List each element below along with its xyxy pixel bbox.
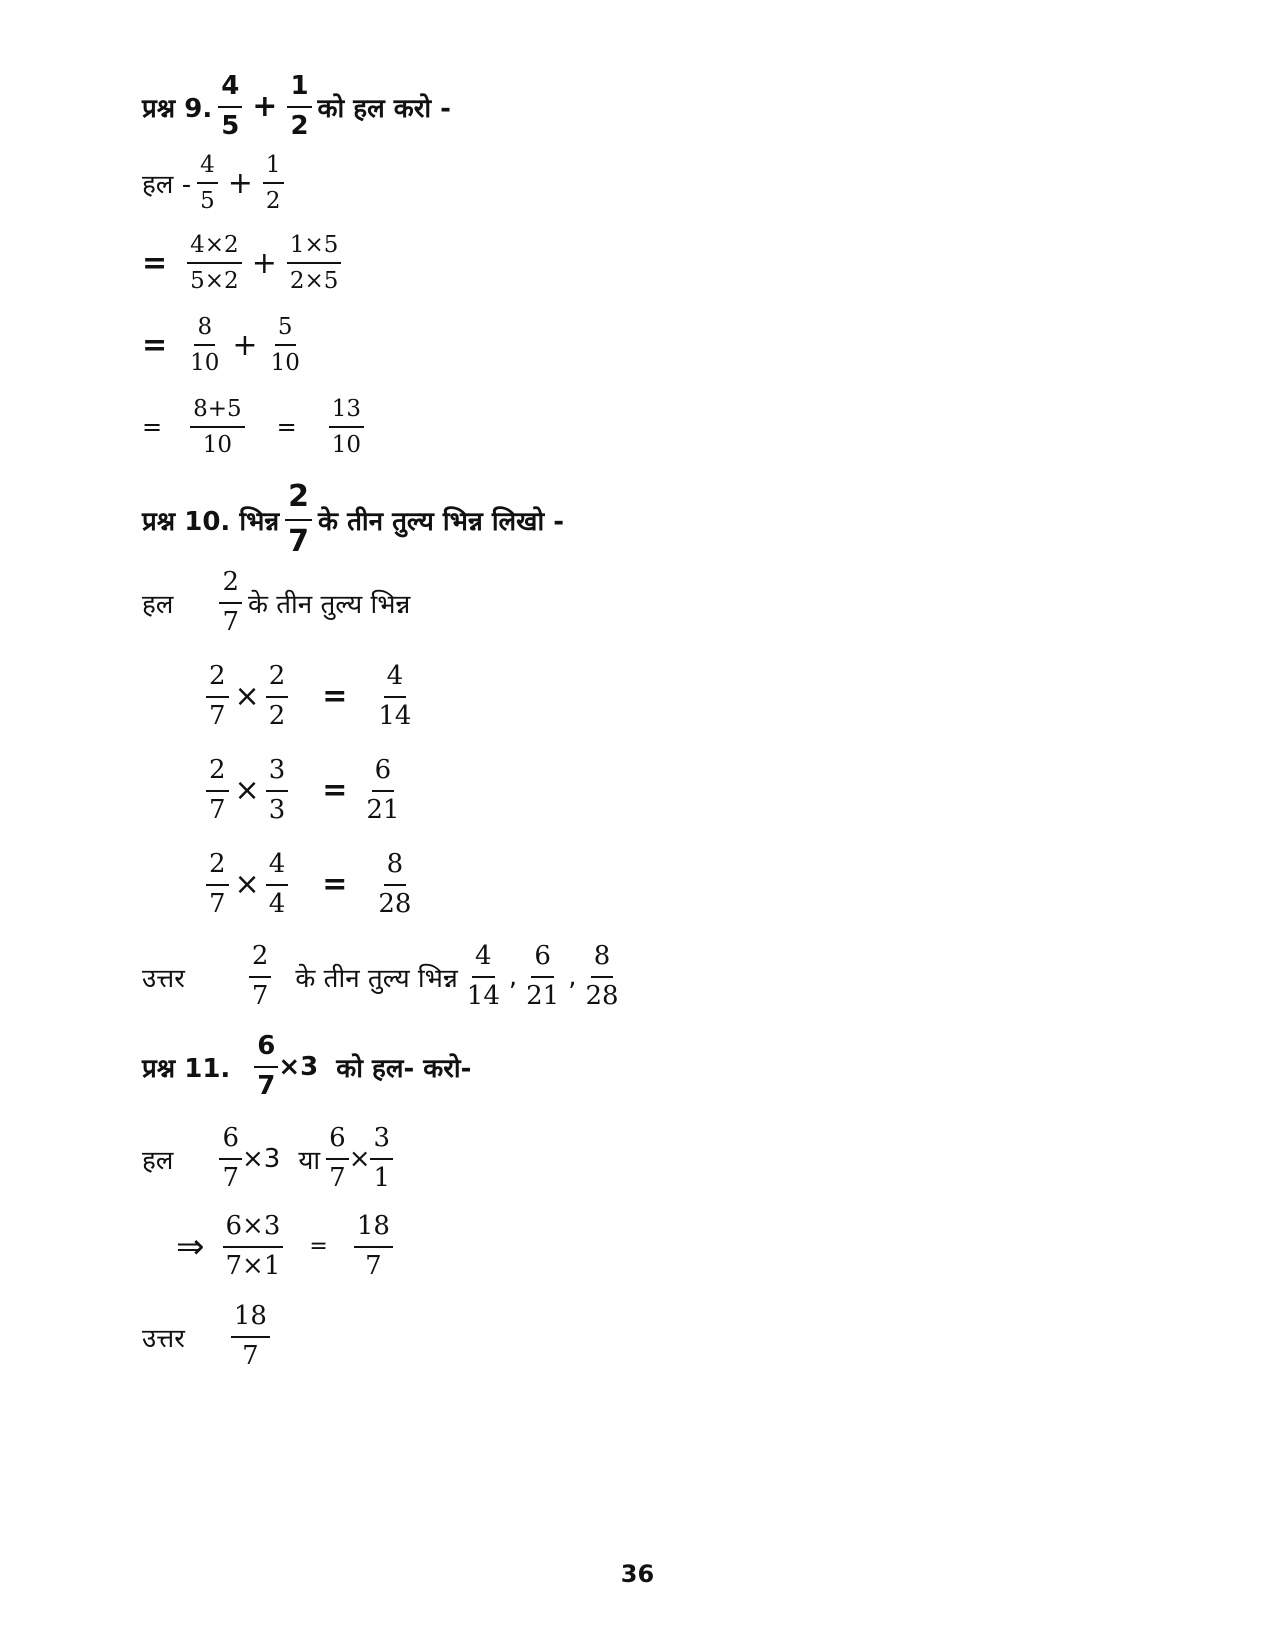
plus-sign: + — [252, 89, 278, 125]
page-number: 36 — [620, 1560, 655, 1588]
q9-fraction-2: $\frac{1}{2}$ — [287, 72, 311, 142]
q10-row-3 — [200, 850, 420, 920]
q9-prefix: प्रश्न 9. — [142, 93, 213, 124]
fraction: $\frac{6}{21}$ — [366, 755, 400, 825]
equals-sign: = — [322, 773, 348, 809]
fraction: $\frac{2}{7}$ — [206, 662, 229, 732]
fraction: $\frac{2}{2}$ — [266, 662, 289, 732]
equals-sign: = — [322, 867, 348, 903]
plus-sign: + — [227, 165, 253, 201]
answer-label: उत्तर — [142, 1323, 185, 1354]
fraction: $\frac{3}{3}$ — [266, 756, 289, 826]
fraction: $\frac{4\times 2}{5\times 2}$ — [187, 232, 242, 295]
fraction: $\frac{5}{10}$ — [270, 314, 300, 377]
q9-step-2 — [142, 232, 347, 295]
fraction: $\frac{1\times 5}{2\times 5}$ — [287, 232, 342, 295]
fraction: $\frac{8+5}{10}$ — [190, 396, 245, 459]
comma: , — [568, 961, 577, 992]
multiplier: ×3 — [241, 1143, 281, 1174]
times-sign: × — [234, 773, 260, 809]
fraction: $\frac{2}{7}$ — [206, 850, 229, 920]
times-sign: × — [348, 1143, 371, 1174]
fraction: $\frac{13}{10}$ — [329, 396, 364, 459]
q9-heading — [142, 72, 451, 142]
times-sign: × — [234, 679, 260, 715]
q10-row-2 — [200, 756, 408, 826]
q11-step-2 — [176, 1212, 399, 1282]
fraction: $\frac{18}{7}$ — [231, 1302, 270, 1372]
fraction: $\frac{18}{7}$ — [354, 1212, 393, 1282]
fraction: $\frac{8}{10}$ — [190, 314, 220, 377]
q9-step-4 — [142, 396, 370, 459]
equals-sign: = — [142, 245, 168, 281]
q11-step-1 — [142, 1124, 399, 1194]
fraction: $\frac{2}{7}$ — [219, 568, 242, 638]
q11-suffix: को हल- करो- — [336, 1053, 472, 1084]
q10-solution-intro — [142, 568, 410, 638]
equals-sign: = — [322, 679, 348, 715]
q10-answer — [142, 942, 628, 1012]
comma: , — [508, 961, 518, 992]
fraction: $\frac{6\times 3}{7\times 1}$ — [223, 1212, 284, 1282]
equals-sign: = — [142, 413, 163, 442]
fraction: $\frac{3}{1}$ — [370, 1124, 393, 1194]
or-text: या — [298, 1145, 321, 1176]
solution-label: हल - — [142, 170, 192, 201]
times-sign: × — [234, 867, 260, 903]
fraction: $\frac{1}{2}$ — [263, 152, 284, 215]
solution-label: हल — [142, 1145, 174, 1176]
implies-arrow-icon: ⇒ — [176, 1226, 205, 1267]
fraction: $\frac{2}{7}$ — [249, 942, 272, 1012]
fraction: $\frac{4}{4}$ — [266, 850, 289, 920]
q9-step-3 — [142, 314, 309, 377]
q10-row-1 — [200, 662, 420, 732]
equals-sign: = — [309, 1234, 328, 1260]
solution-text: के तीन तुल्य भिन्न — [247, 589, 411, 620]
q10-heading — [142, 480, 564, 559]
q11-heading — [142, 1032, 471, 1102]
fraction: $\frac{8}{28}$ — [378, 849, 412, 919]
equals-sign: = — [276, 413, 297, 442]
fraction: $\frac{2}{7}$ — [206, 756, 229, 826]
q9-fraction-1: $\frac{4}{5}$ — [218, 72, 242, 142]
fraction: $\frac{6}{21}$ — [526, 941, 560, 1011]
q9-suffix: को हल करो - — [317, 93, 451, 124]
q11-prefix: प्रश्न 11. — [142, 1053, 231, 1084]
fraction: $\frac{6}{7}$ — [219, 1124, 242, 1194]
fraction: $\frac{6}{7}$ — [326, 1124, 349, 1194]
plus-sign: + — [251, 245, 277, 281]
q11-answer — [142, 1302, 276, 1372]
fraction: $\frac{8}{28}$ — [585, 941, 619, 1011]
q9-step-1 — [142, 152, 290, 215]
answer-text: के तीन तुल्य भिन्न — [295, 963, 458, 994]
q10-prefix: प्रश्न 10. भिन्न — [142, 506, 280, 537]
fraction: $\frac{4}{14}$ — [378, 661, 412, 731]
fraction: $\frac{4}{14}$ — [466, 941, 500, 1011]
answer-label: उत्तर — [142, 963, 185, 994]
q10-suffix: के तीन तुल्य भिन्न लिखो - — [318, 506, 565, 537]
q11-fraction: $\frac{6}{7}$ — [254, 1032, 278, 1102]
solution-label: हल — [142, 589, 174, 620]
q10-fraction: $\frac{2}{7}$ — [285, 480, 312, 559]
fraction: $\frac{4}{5}$ — [197, 152, 218, 215]
plus-sign: + — [232, 327, 258, 363]
q11-multiplier: ×3 — [278, 1051, 319, 1082]
equals-sign: = — [142, 327, 168, 363]
